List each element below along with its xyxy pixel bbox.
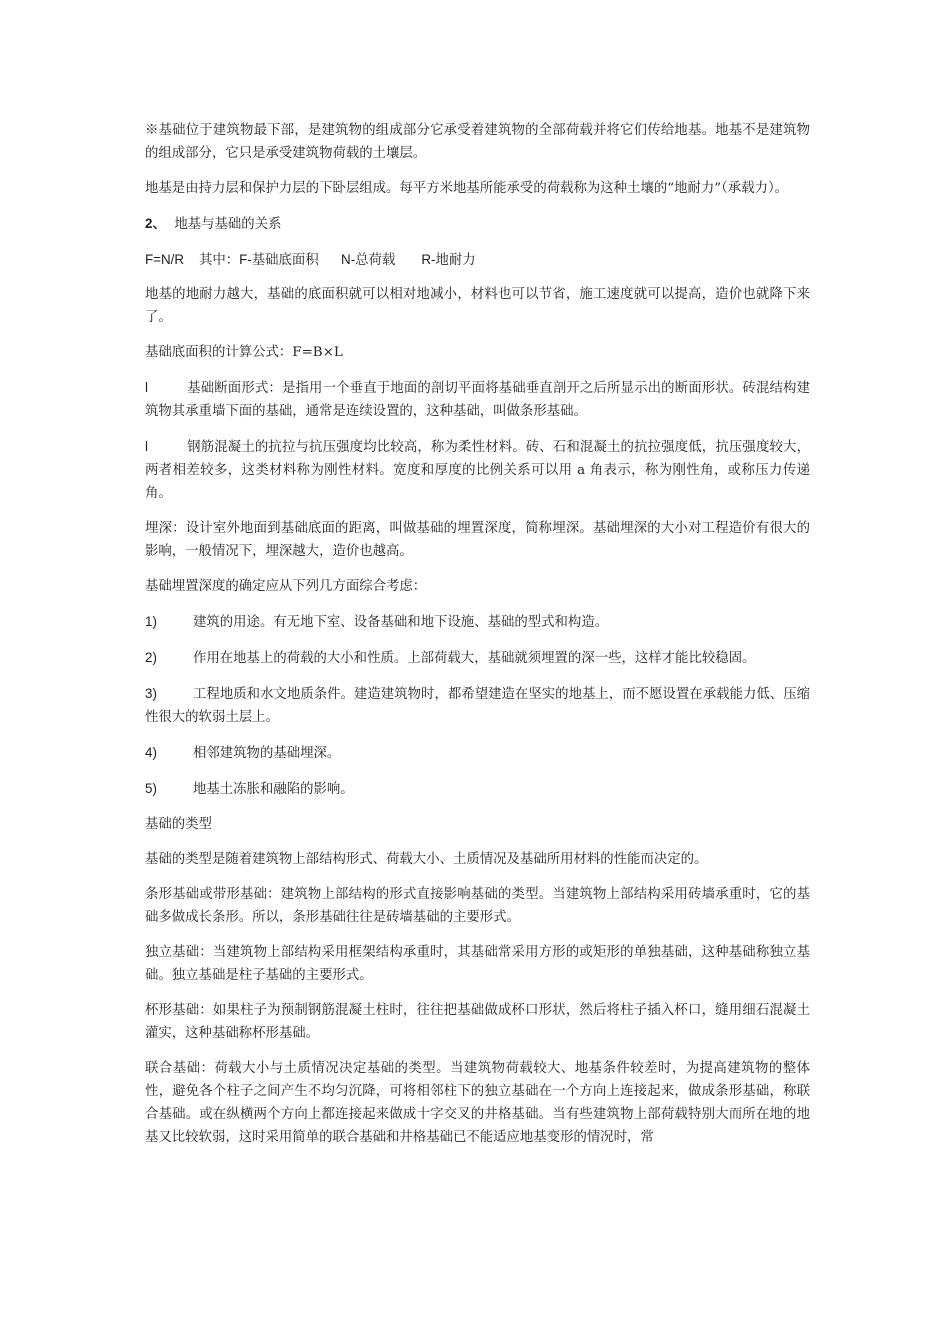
paragraph-burial-depth: 埋深：设计室外地面到基础底面的距离，叫做基础的埋置深度，简称埋深。基础埋深的大小对工程造价有很大的影响，一般情况下，埋深越大，造价也越高。 <box>145 521 810 559</box>
list-item <box>145 610 810 634</box>
paragraph-strip-foundation: 条形基础或带形基础：建筑物上部结构的形式直接影响基础的类型。当建筑物上部结构采用砖墙承重时，它的基础多做成长条形。所以，条形基础往往是砖墙基础的主要形式。 <box>145 887 810 925</box>
list-number: 4) <box>145 745 157 760</box>
paragraph-foundation-definition: ※基础位于建筑物最下部，是建筑物的组成部分它承受着建筑物的全部荷载并将它们传给地基。地基不是建筑物的组成部分，它只是承受建筑物荷载的土壤层。 <box>145 123 810 161</box>
section-number: 2、 <box>145 216 166 231</box>
list-number: 2) <box>145 650 157 665</box>
list-number: 1) <box>145 614 157 629</box>
list-text: 建筑的用途。有无地下室、设备基础和地下设施、基础的型式和构造。 <box>193 615 609 630</box>
heading-foundation-relationship <box>145 212 810 236</box>
paragraph-combined-foundation: 联合基础：荷载大小与土质情况决定基础的类型。当建筑物荷载较大、地基条件较差时，为提高建筑物的整体性，避免各个柱子之间产生不均匀沉降，可将相邻柱下的独立基础在一个方向上连接起来，做成条形基础，称联合基础。或在纵横两个方向上都连接起来做成十字交叉的井格基础。当有些建筑物上部荷载特别大而所在地的地基又比较软弱，这时采用简单的联合基础和井格基础已不能适应地基变形的情况时，常 <box>145 1061 810 1145</box>
paragraph-types-intro: 基础的类型是随着建筑物上部结构形式、荷载大小、土质情况及基础所用材料的性能而决定的。 <box>145 852 708 867</box>
list-text: 地基土冻胀和融陷的影响。 <box>193 782 354 797</box>
document-page <box>145 119 810 1161</box>
paragraph-depth-factors-intro: 基础埋置深度的确定应从下列几方面综合考虑： <box>145 579 427 594</box>
heading-foundation-types: 基础的类型 <box>145 817 212 832</box>
list-text: 工程地质和水文地质条件。建造建筑物时，都希望建造在坚实的地基上，而不愿设置在承载能力低、压缩性很大的软弱土层上。 <box>145 687 810 725</box>
depth-factors-list <box>145 610 810 801</box>
paragraph-area-formula: 基础底面积的计算公式：F=B×L <box>145 345 343 360</box>
list-number: 5) <box>145 781 157 796</box>
bullet-marker: l <box>145 439 148 454</box>
list-item <box>145 646 810 670</box>
list-item <box>145 682 810 729</box>
paragraph-isolated-foundation: 独立基础：当建筑物上部结构采用框架结构承重时，其基础常采用方形的或矩形的单独基础，这种基础称独立基础。独立基础是柱子基础的主要形式。 <box>145 945 810 983</box>
bullet-text: 基础断面形式：是指用一个垂直于地面的剖切平面将基础垂直剖开之后所显示出的断面形状。砖混结构建筑物其承重墙下面的基础，通常是连续设置的，这种基础，叫做条形基础。 <box>145 381 810 419</box>
list-text: 相邻建筑物的基础埋深。 <box>193 746 341 761</box>
formula-line: F=N/R 其中：F-基础底面积 N-总荷载 R-地耐力 <box>145 252 476 267</box>
bullet-text: 钢筋混凝土的抗拉与抗压强度均比较高，称为柔性材料。砖、石和混凝土的抗拉强度低，抗压强度较大，两者相差较多，这类材料称为刚性材料。宽度和厚度的比例关系可以用 a 角表示，称为刚性角，或称压力传递角。 <box>145 440 810 501</box>
paragraph-capacity-effect: 地基的地耐力越大，基础的底面积就可以相对地减小，材料也可以节省，施工速度就可以提高，造价也就降下来了。 <box>145 287 810 325</box>
list-number: 3) <box>145 686 157 701</box>
list-item <box>145 741 810 765</box>
bullet-materials <box>145 435 810 505</box>
paragraph-cup-foundation: 杯形基础：如果柱子为预制钢筋混凝土柱时，往往把基础做成杯口形状，然后将柱子插入杯口，缝用细石混凝土灌实，这种基础称杯形基础。 <box>145 1003 810 1041</box>
section-title: 地基与基础的关系 <box>174 217 282 232</box>
list-item <box>145 777 810 801</box>
bullet-marker: l <box>145 380 148 395</box>
paragraph-bearing-capacity: 地基是由持力层和保护力层的下卧层组成。每平方米地基所能承受的荷载称为这种土壤的“地耐力”（承载力）。 <box>145 181 789 196</box>
bullet-section-form <box>145 376 810 423</box>
list-text: 作用在地基上的荷载的大小和性质。上部荷载大，基础就须埋置的深一些，这样才能比较稳固。 <box>193 651 756 666</box>
